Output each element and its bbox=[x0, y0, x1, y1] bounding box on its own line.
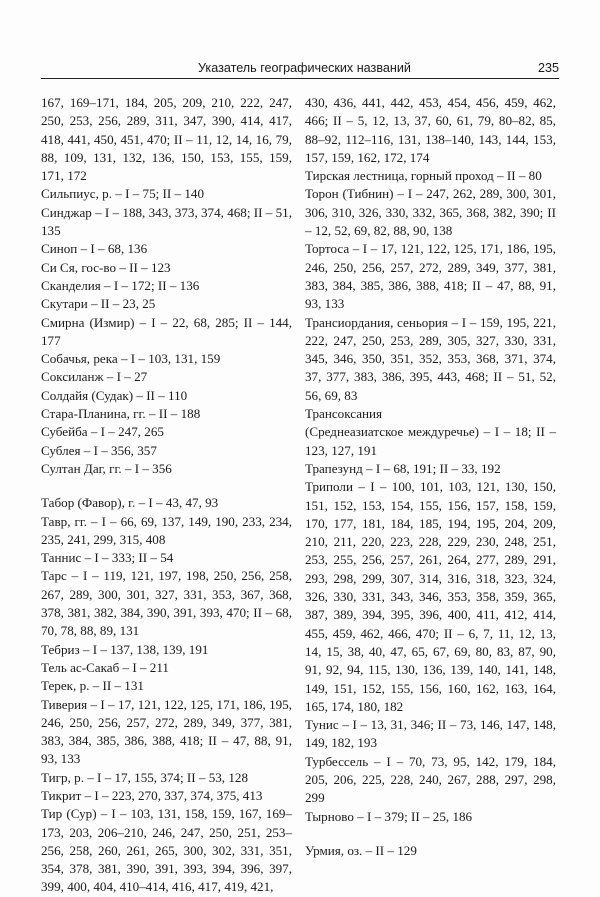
index-entry: Смирна (Измир) – I – 22, 68, 285; II – 144, 177 bbox=[41, 314, 292, 348]
index-entry: Тунис – I – 13, 31, 346; II – 73, 146, 147, 148, 149, 182, 193 bbox=[305, 717, 556, 751]
index-entry: Турбессель – I – 70, 73, 95, 142, 179, 184, 205, 206, 225, 228, 240, 267, 288, 297, 298, 299 bbox=[305, 753, 556, 806]
index-entry: Солдайя (Судак) – II – 110 bbox=[41, 387, 188, 403]
running-header bbox=[41, 55, 559, 75]
index-entry: Сильпиус, р. – I – 75; II – 140 bbox=[41, 186, 204, 202]
letter-section-gap bbox=[305, 826, 556, 842]
header-title: Указатель географических названий bbox=[198, 61, 411, 75]
index-entry: 167, 169–171, 184, 205, 209, 210, 222, 247, 250, 253, 256, 289, 311, 347, 390, 414, 417, 418, 441, 450, 451, 470; II – 11, 12, 14, 16, 79, 88, 109, 131, 132, 136, 150, 153, 155, 159, 171, 172 bbox=[41, 95, 292, 184]
index-entry: Трапезунд – I – 68, 191; II – 33, 192 bbox=[305, 460, 501, 476]
index-entry: Тавр, гг. – I – 66, 69, 137, 149, 190, 233, 234, 235, 241, 299, 315, 408 bbox=[41, 513, 292, 547]
index-entry: Синджар – I – 188, 343, 373, 374, 468; II – 51, 135 bbox=[41, 204, 292, 239]
index-entry: Торон (Тибнин) – I – 247, 262, 289, 300, 301, 306, 310, 326, 330, 332, 365, 368, 382, 390; II – 12, 52, 69, 82, 88, 90, 138 bbox=[305, 186, 556, 239]
index-entry: Сканделия – I – 172; II – 136 bbox=[41, 277, 200, 293]
index-entry: Тиверия – I – 17, 121, 122, 125, 171, 186, 195, 246, 250, 256, 257, 272, 289, 349, 377, 381, 383, 384, 385, 386, 388, 418; II – 47, 88, 91, 93, 133 bbox=[41, 696, 292, 767]
index-entry: Трансоксания bbox=[305, 406, 383, 422]
letter-section-gap bbox=[41, 478, 292, 494]
index-entry: Стара-Планина, гг. – II – 188 bbox=[41, 406, 201, 422]
index-entry: (Среднеазиатское междуречье) – I – 18; II – 123, 127, 191 bbox=[305, 424, 556, 458]
right-column bbox=[305, 94, 556, 860]
index-entry: Таннис – I – 333; II – 54 bbox=[41, 550, 174, 566]
index-entry: Трансиордания, сеньория – I – 159, 195, 221, 222, 247, 250, 253, 289, 305, 327, 330, 331, 345, 346, 350, 351, 352, 353, 368, 371, 374, 37, 377, 383, 386, 395, 443, 468; II – 51, 52, 56, 69, 83 bbox=[305, 314, 556, 403]
header-rule bbox=[41, 78, 559, 79]
index-entry: Тикрит – I – 223, 270, 337, 374, 375, 413 bbox=[41, 787, 263, 803]
index-entry: Тирская лестница, горный проход – II – 80 bbox=[305, 168, 542, 184]
index-entry: Тигр, р. – I – 17, 155, 374; II – 53, 128 bbox=[41, 769, 248, 785]
index-entry: Табор (Фавор), г. – I – 43, 47, 93 bbox=[41, 495, 219, 511]
index-entry: Тортоса – I – 17, 121, 122, 125, 171, 186, 195, 246, 250, 256, 257, 272, 289, 349, 377, 381, 383, 384, 385, 386, 388, 418; II – 47, 88, 91, 93, 133 bbox=[305, 241, 556, 312]
index-entry: Си Ся, гос-во – II – 123 bbox=[41, 259, 171, 275]
index-entry: Тебриз – I – 137, 138, 139, 191 bbox=[41, 641, 209, 657]
index-entry: Синоп – I – 68, 136 bbox=[41, 241, 148, 257]
index-entry: Терек, р. – II – 131 bbox=[41, 678, 144, 694]
index-entry: Скутари – II – 23, 25 bbox=[41, 296, 156, 312]
index-entry: Тырново – I – 379; II – 25, 186 bbox=[305, 808, 473, 824]
index-entry: Субейба – I – 247, 265 bbox=[41, 424, 164, 440]
left-column bbox=[41, 94, 292, 897]
page-number: 235 bbox=[537, 61, 559, 75]
index-entry: Тель ас-Сакаб – I – 211 bbox=[41, 659, 169, 675]
index-entry: Тарс – I – 119, 121, 197, 198, 250, 256, 258, 267, 289, 300, 301, 327, 331, 353, 367, 368, 378, 381, 382, 384, 390, 391, 393, 470; II – 68, 70, 78, 88, 89, 131 bbox=[41, 568, 292, 639]
index-entry: Султан Даг, гг. – I – 356 bbox=[41, 460, 172, 476]
index-entry: 430, 436, 441, 442, 453, 454, 456, 459, 462, 466; II – 5, 12, 13, 37, 60, 61, 79, 80–82, 85, 88–92, 112–116, 131, 138–140, 143, 144, 153, 157, 159, 162, 172, 174 bbox=[305, 95, 556, 165]
index-entry: Соксиланж – I – 27 bbox=[41, 369, 148, 385]
index-entry: Сублея – I – 356, 357 bbox=[41, 442, 157, 458]
index-entry: Тир (Сур) – I – 103, 131, 158, 159, 167, 169–173, 203, 206–210, 246, 247, 250, 251, 253–256, 258, 260, 261, 265, 300, 302, 331, 351, 354, 378, 381, 390, 391, 393, 394, 396, 397, 399, 400, 404, 410–414, 416, 417, 419, 421, bbox=[41, 806, 292, 895]
index-entry: Собачья, река – I – 103, 131, 159 bbox=[41, 351, 221, 367]
index-entry: Триполи – I – 100, 101, 103, 121, 130, 150, 151, 152, 153, 154, 155, 156, 157, 158, 159, 170, 177, 181, 184, 185, 194, 195, 204, 209, 210, 211, 220, 223, 228, 229, 230, 248, 251, 253, 255, 256, 257, 261, 264, 277, 289, 291, 293, 298, 299, 307, 314, 316, 318, 323, 324, 326, 330, 331, 343, 346, 353, 358, 359, 365, 387, 389, 394, 395, 396, 400, 411, 412, 414, 455, 459, 462, 466, 470; II – 6, 7, 11, 12, 13, 14, 15, 38, 40, 47, 65, 67, 69, 80, 83, 87, 90, 91, 92, 94, 115, 130, 136, 139, 140, 141, 148, 149, 151, 152, 155, 156, 160, 162, 163, 164, 165, 174, 180, 182 bbox=[305, 479, 556, 714]
index-entry: Урмия, оз. – II – 129 bbox=[305, 842, 417, 858]
